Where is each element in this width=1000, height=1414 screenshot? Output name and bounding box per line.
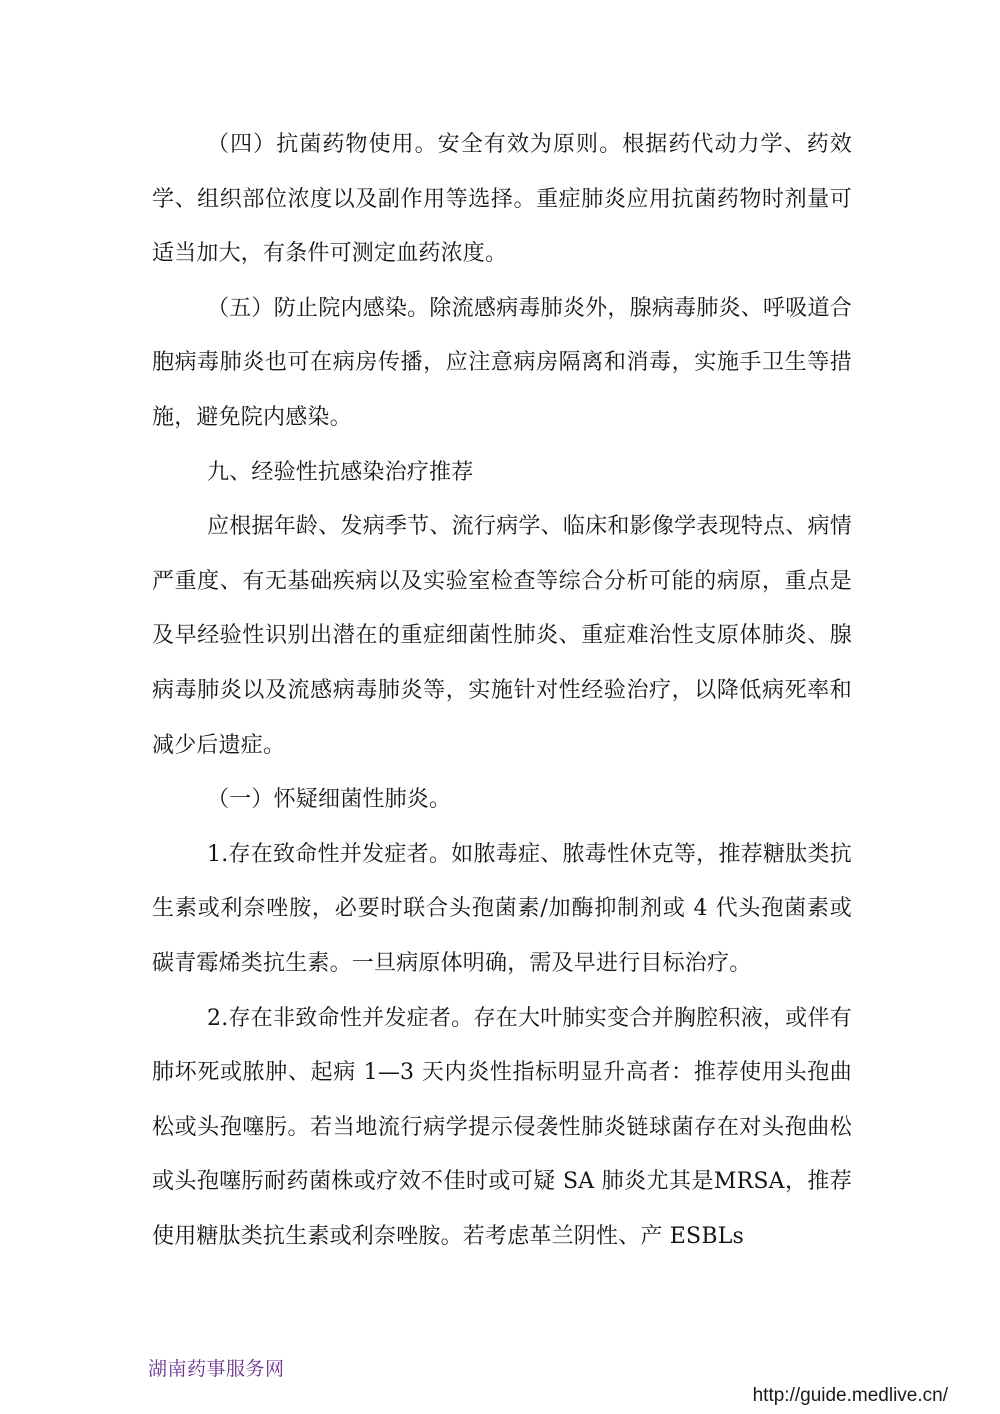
- footer-url-link[interactable]: http://guide.medlive.cn/: [752, 1385, 948, 1406]
- paragraph-nonfatal-complications: 2.存在非致命性并发症者。存在大叶肺实变合并胸腔积液，或伴有肺坏死或脓肿、起病 1—3 天内炎性指标明显升高者：推荐使用头孢曲松或头孢噻肟。若当地流行病学提示侵袭性肺炎链球菌存在对头孢曲松或头孢噻肟耐药菌株或疗效不佳时或可疑 SA 肺炎尤其是MRSA，推荐使用糖肽类抗生素或利奈唑胺。若考虑革兰阴性、产 ESBLs: [152, 1005, 852, 1249]
- paragraph-infection-control: （五）防止院内感染。除流感病毒肺炎外，腺病毒肺炎、呼吸道合胞病毒肺炎也可在病房传播，应注意病房隔离和消毒，实施手卫生等措施，避免院内感染。: [152, 295, 852, 430]
- subheading-suspected-bacterial: （一）怀疑细菌性肺炎。: [207, 787, 452, 813]
- paragraph-antibiotic-use: （四）抗菌药物使用。安全有效为原则。根据药代动力学、药效学、组织部位浓度以及副作用等选择。重症肺炎应用抗菌药物时剂量可适当加大，有条件可测定血药浓度。: [152, 132, 852, 267]
- paragraph-empirical-overview: 应根据年龄、发病季节、流行病学、临床和影像学表现特点、病情严重度、有无基础疾病以及实验室检查等综合分析可能的病原，重点是及早经验性识别出潜在的重症细菌性肺炎、重症难治性支原体肺炎、腺病毒肺炎以及流感病毒肺炎等，实施针对性经验治疗，以降低病死率和减少后遗症。: [152, 514, 852, 758]
- footer-source-name: 湖南药事服务网: [148, 1358, 285, 1380]
- document-body: [152, 118, 852, 1264]
- paragraph-fatal-complications: 1.存在致命性并发症者。如脓毒症、脓毒性休克等，推荐糖肽类抗生素或利奈唑胺，必要时联合头孢菌素/加酶抑制剂或 4 代头孢菌素或碳青霉烯类抗生素。一旦病原体明确，需及早进行目标治疗。: [152, 841, 852, 976]
- section-heading-empirical-treatment: 九、经验性抗感染治疗推荐: [207, 459, 474, 485]
